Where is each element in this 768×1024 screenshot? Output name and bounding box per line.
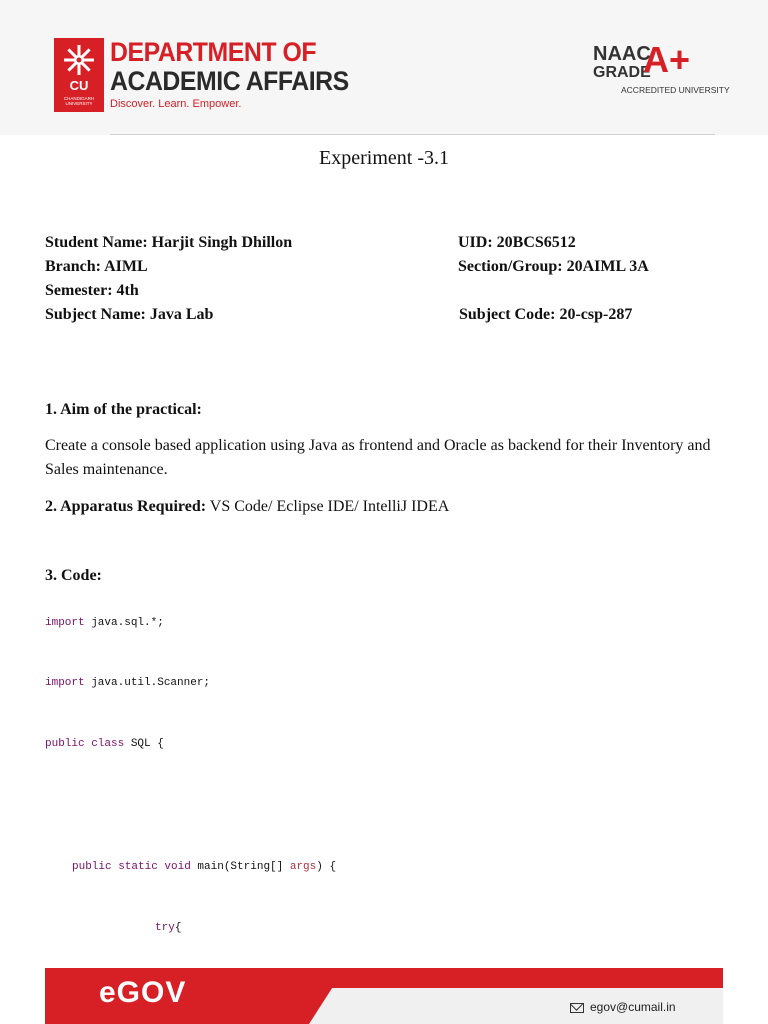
aim-heading: 1. Aim of the practical:: [45, 401, 202, 418]
page-header: [0, 0, 768, 135]
code-text: java.util.Scanner;: [84, 677, 211, 689]
code-line: [155, 922, 181, 934]
apparatus-line: [45, 498, 449, 516]
naac-grade-value: A+: [643, 39, 691, 80]
page-footer: [45, 968, 723, 1024]
code-text: SQL {: [124, 738, 164, 750]
naac-accredited: ACCREDITED UNIVERSITY: [621, 85, 730, 95]
code-keyword: public class: [45, 738, 125, 750]
experiment-title: Experiment -3.1: [319, 147, 449, 169]
logo-subtext: CHANDIGARH UNIVERSITY: [63, 96, 95, 106]
dept-line-2: ACADEMIC AFFAIRS: [110, 66, 349, 96]
student-branch: Branch: AIML: [45, 258, 148, 275]
header-divider: [110, 134, 715, 135]
code-text: ) {: [316, 861, 337, 873]
code-line: [45, 617, 164, 629]
student-uid: UID: 20BCS6512: [458, 234, 576, 251]
dept-line-1: DEPARTMENT OF: [110, 37, 317, 67]
naac-grade-label: GRADE: [593, 64, 651, 81]
code-text: java.sql.*;: [84, 617, 164, 629]
subject-name: Subject Name: Java Lab: [45, 306, 214, 323]
code-keyword: import: [45, 617, 85, 629]
code-keyword: public static void: [72, 861, 191, 873]
student-semester: Semester: 4th: [45, 282, 139, 299]
star-emblem-icon: [63, 44, 95, 76]
code-text: {: [174, 922, 182, 934]
code-line: [72, 861, 336, 873]
code-param: args: [289, 861, 317, 873]
logo-cu-text: CU: [69, 78, 89, 93]
code-keyword: import: [45, 677, 85, 689]
mail-icon: [570, 1003, 584, 1013]
code-line: [45, 738, 164, 750]
student-section: Section/Group: 20AIML 3A: [458, 258, 649, 275]
footer-email: egov@cumail.in: [590, 1000, 676, 1014]
student-name: Student Name: Harjit Singh Dhillon: [45, 234, 293, 251]
footer-red-band: [45, 968, 345, 1024]
tagline: Discover. Learn. Empower.: [110, 98, 242, 110]
code-heading: 3. Code:: [45, 567, 102, 584]
aim-text: Create a console based application using Java as frontend and Oracle as backend for their Inventory and Sales maintenance.: [45, 437, 711, 478]
code-text: main(String[]: [190, 861, 290, 873]
egov-logo: eGOV: [99, 976, 187, 1009]
department-title: [110, 38, 349, 96]
naac-label: NAAC: [593, 43, 651, 65]
university-logo: [54, 38, 104, 112]
code-line: [45, 677, 210, 689]
apparatus-label: 2. Apparatus Required:: [45, 498, 207, 515]
code-keyword: try: [155, 922, 175, 934]
apparatus-value: VS Code/ Eclipse IDE/ IntelliJ IDEA: [206, 498, 450, 515]
subject-code: Subject Code: 20-csp-287: [459, 306, 633, 323]
